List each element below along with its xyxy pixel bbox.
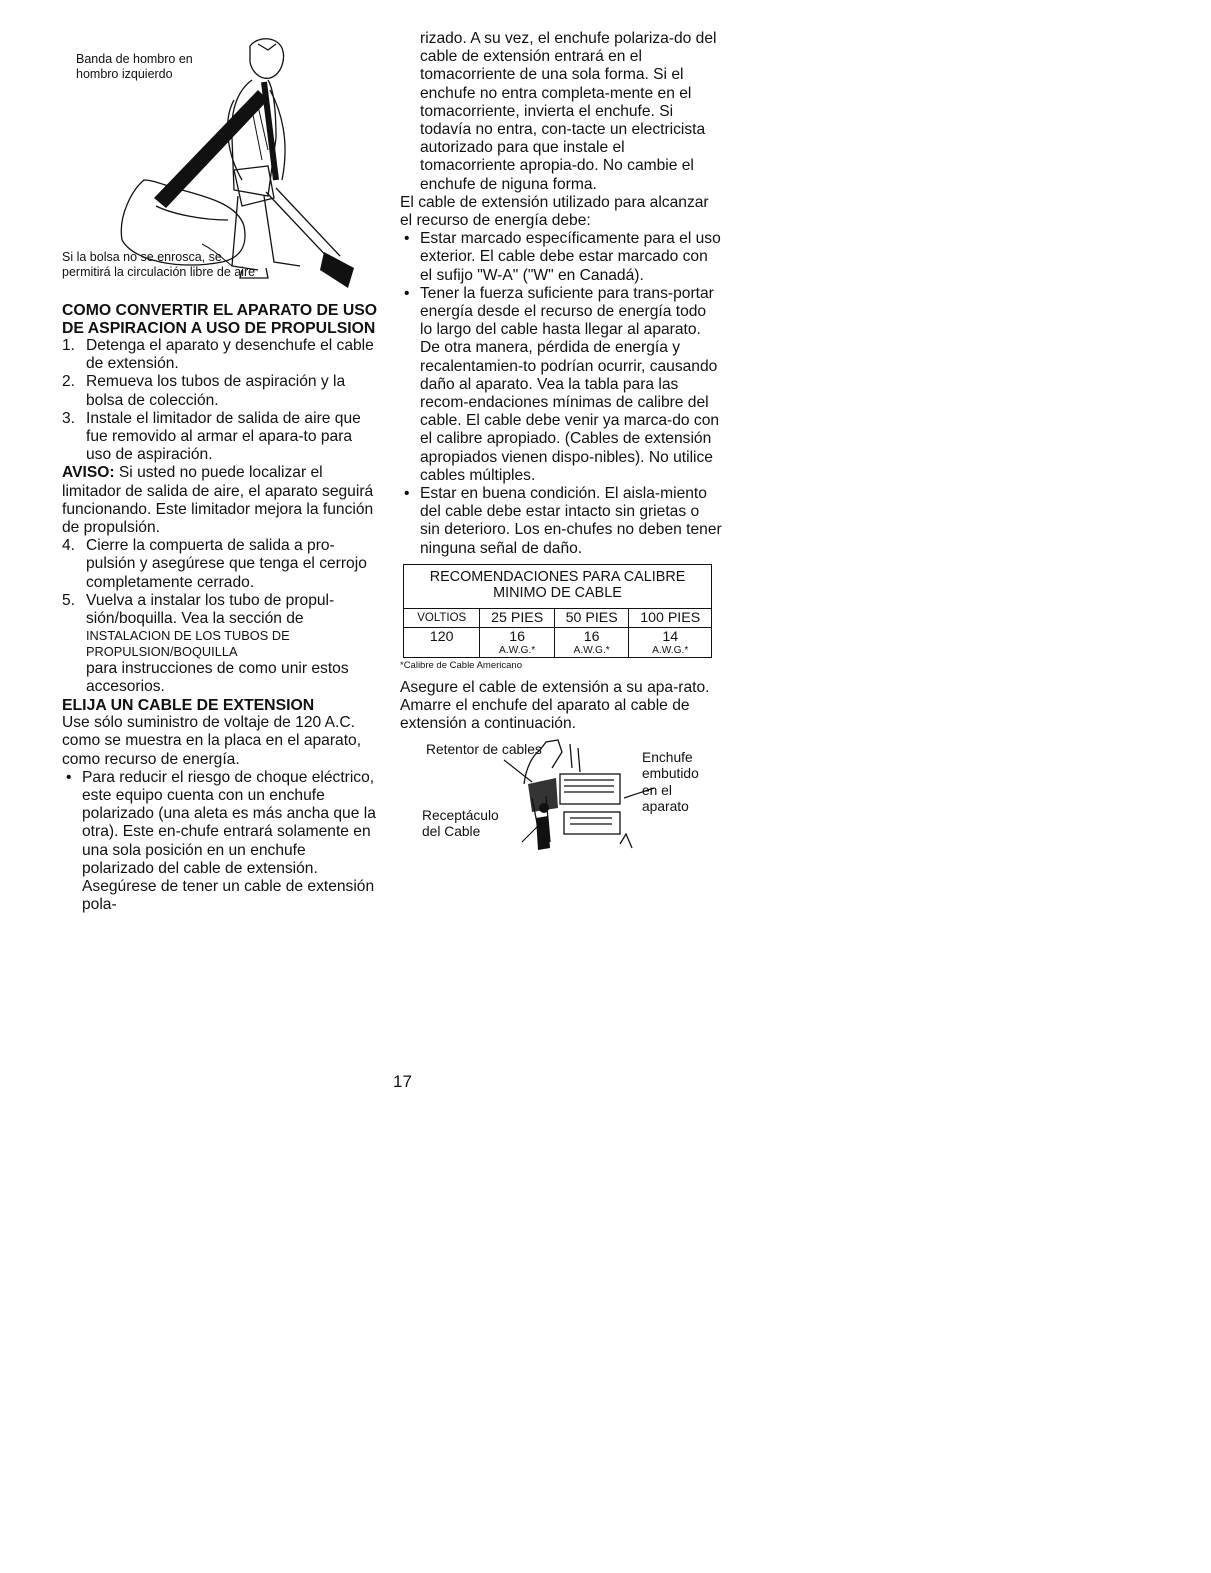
bag-airflow-callout: Si la bolsa no se enrosca, se permitirá la circulación libre de aire (62, 250, 256, 279)
recessed-plug-label: Enchufe embutido en el aparato (642, 749, 699, 814)
gauge-value: 16 (583, 628, 600, 645)
gauge-unit: A.W.G.* (573, 644, 610, 656)
cord-requirements-intro: El cable de extensión utilizado para alcanzar el recurso de energía debe: (400, 193, 709, 230)
polarized-plug-text: Para reducir el riesgo de choque eléctrico, este equipo cuenta con un enchufe polarizado (una aleta es más ancha que la otra). Este en-chufe entrará solamente en una sola posición en un enchufe polarizado del cable de extensión. Asegúrese de tener un cable de extensión pola- (82, 768, 376, 914)
step-number: 4. (62, 537, 76, 555)
bullet-icon: • (404, 284, 410, 302)
voltage-intro: Use sólo suministro de voltaje de 120 A.C. como se muestra en la placa en el aparato, como recurso de energía. (62, 714, 362, 768)
step-item (62, 537, 380, 592)
secure-cord-paragraph: Asegure el cable de extensión a su apa-rato. Amarre el enchufe del aparato al cable de extensión a continuación. (400, 678, 710, 733)
list-item (400, 230, 722, 285)
gauge-unit: A.W.G.* (499, 644, 536, 656)
step-number: 5. (62, 591, 76, 609)
blower-shoulder-strap-illustration (62, 30, 380, 302)
requirement-text: Estar marcado específicamente para el uso exterior. El cable debe estar marcado con el sufijo "W-A" ("W" en Canadá). (420, 230, 721, 284)
cord-retainer-label: Retentor de cables (426, 741, 542, 757)
column-header-voltios: VOLTIOS (404, 608, 480, 627)
right-column (400, 30, 722, 856)
polarized-plug-continued: rizado. A su vez, el enchufe polariza-do del cable de extensión entrará en el tomacorriente de una sola forma. Si el enchufe no entra completa-mente en el tomacorriente, invierta el enchufe. Si todavía no entra, con-tacte un electricista autorizado para que instale el tomacorriente apropia-do. No cambie el enchufe de niguna forma. (420, 30, 717, 193)
gauge-cell-25 (480, 627, 555, 657)
bullet-icon: • (404, 485, 410, 503)
table-title: RECOMENDACIONES PARA CALIBRE MINIMO DE CABLE (404, 564, 712, 608)
step-item (62, 337, 380, 373)
step-item (62, 410, 380, 465)
gauge-cell-100 (629, 627, 712, 657)
gauge-unit: A.W.G.* (652, 644, 689, 656)
convert-to-blower-heading: COMO CONVERTIR EL APARATO DE USO DE ASPIRACION A USO DE PROPULSION (62, 302, 378, 337)
notice-text: Si usted no puede localizar el limitador de salida de aire, el aparato seguirá funcionando. Este limitador mejora la función de propulsión. (62, 464, 374, 537)
step-text: Remueva los tubos de aspiración y la bolsa de colección. (86, 373, 346, 409)
gauge-value: 16 (509, 628, 526, 645)
step-item (62, 592, 380, 697)
step-number: 2. (62, 373, 76, 391)
notice-paragraph (62, 464, 380, 537)
step-text: Vuelva a instalar los tubo de propul-sión/boquilla. Vea la sección de (86, 591, 335, 628)
shoulder-strap-callout: Banda de hombro en hombro izquierdo (76, 52, 193, 81)
list-item (62, 769, 380, 915)
step-text: Cierre la compuerta de salida a pro-pulsión y asegúrese que tenga el cerrojo completamente cerrado. (86, 537, 367, 591)
step-number: 3. (62, 409, 76, 427)
list-item (400, 285, 722, 485)
step-text: Detenga el aparato y desenchufe el cable de extensión. (86, 337, 374, 373)
cord-retainer-illustration (400, 738, 722, 856)
table-footnote: *Calibre de Cable Americano (400, 659, 522, 671)
voltage-cell: 120 (404, 627, 480, 657)
requirement-text: Tener la fuerza suficiente para trans-portar energía desde el recurso de energía todo lo largo del cable hasta llegar al aparato. De otra manera, pérdida de energía y recalentamien-to podrían ocurrir, causando daño al aparato. Vea la tabla para las recom-endaciones mínimas de calibre del cable. El cable debe venir ya marca-do con el calibre apropiado. (Cables de extensión apropiados vienen dispo-nibles). No utilice cables múltiples. (420, 284, 720, 484)
gauge-value: 14 (662, 628, 679, 645)
table-title-row (404, 564, 712, 608)
gauge-cell-50 (554, 627, 629, 657)
column-header-100-pies: 100 PIES (629, 608, 712, 627)
cord-requirements-list (400, 230, 722, 558)
table-header-row (404, 608, 712, 627)
column-header-25-pies: 25 PIES (480, 608, 555, 627)
cord-receptacle-label: Receptáculo del Cable (422, 807, 499, 839)
step-item (62, 373, 380, 409)
polarized-plug-list (62, 769, 380, 915)
left-column (62, 30, 380, 914)
column-header-50-pies: 50 PIES (554, 608, 629, 627)
cable-gauge-table (403, 564, 712, 658)
page-number: 17 (393, 1072, 412, 1091)
step-number: 1. (62, 337, 76, 354)
step-text: Instale el limitador de salida de aire que fue removido al armar el apara-to para uso de aspiración. (86, 409, 361, 464)
extension-cord-heading: ELIJA UN CABLE DE EXTENSION (62, 696, 315, 714)
step-text-continued: para instrucciones de como unir estos accesorios. (86, 660, 349, 696)
table-row (404, 627, 712, 657)
notice-label: AVISO: (62, 464, 115, 482)
list-item (400, 485, 722, 558)
bullet-icon: • (66, 768, 72, 786)
bullet-icon: • (404, 230, 410, 248)
section-reference: INSTALACION DE LOS TUBOS DE PROPULSION/BOQUILLA (86, 628, 290, 660)
convert-steps-list-continued (62, 537, 380, 696)
convert-steps-list (62, 337, 380, 464)
requirement-text: Estar en buena condición. El aisla-miento del cable debe estar intacto sin grietas o sin deterioro. Los en-chufes no deben tener ninguna señal de daño. (420, 485, 722, 557)
